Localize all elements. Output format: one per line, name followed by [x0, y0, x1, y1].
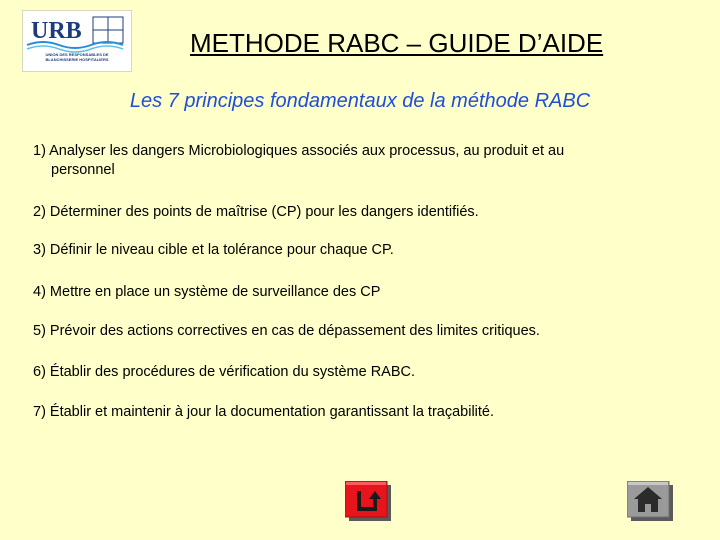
principle-item [33, 363, 693, 382]
logo-letters: URB [31, 18, 82, 44]
principle-text: 7) Établir et maintenir à jour la documentation garantissant la traçabilité. [33, 404, 495, 420]
principle-text: 5) Prévoir des actions correctives en cas de dépassement des limites critiques. [33, 323, 540, 339]
principle-text: 2) Déterminer des points de maîtrise (CP) pour les dangers identifiés. [33, 204, 479, 220]
principle-item [33, 241, 693, 260]
urb-logo [22, 10, 132, 72]
principle-text-continued: personnel [51, 162, 115, 178]
logo-caption: UNION DES RESPONSABLES DE BLANCHISSERIE HOSPITALIERS [45, 52, 109, 62]
principle-item [33, 403, 693, 422]
home-button[interactable] [627, 481, 673, 521]
principle-item [33, 283, 693, 302]
return-arrow-icon [345, 481, 391, 521]
principle-text: 3) Définir le niveau cible et la tolérance pour chaque CP. [33, 242, 394, 258]
principle-text: 1) Analyser les dangers Microbiologiques associés aux processus, au produit et au [33, 143, 565, 159]
page-title: METHODE RABC – GUIDE D’AIDE [190, 28, 604, 58]
principle-item [33, 142, 693, 180]
section-subtitle: Les 7 principes fondamentaux de la méthode RABC [129, 90, 591, 112]
home-icon [627, 481, 673, 521]
principle-text: 4) Mettre en place un système de surveillance des CP [33, 284, 381, 300]
back-button[interactable] [345, 481, 391, 521]
principle-item [33, 203, 693, 222]
urb-logo-mark [23, 11, 131, 71]
principle-text: 6) Établir des procédures de vérification du système RABC. [33, 364, 416, 380]
principle-item [33, 322, 693, 341]
